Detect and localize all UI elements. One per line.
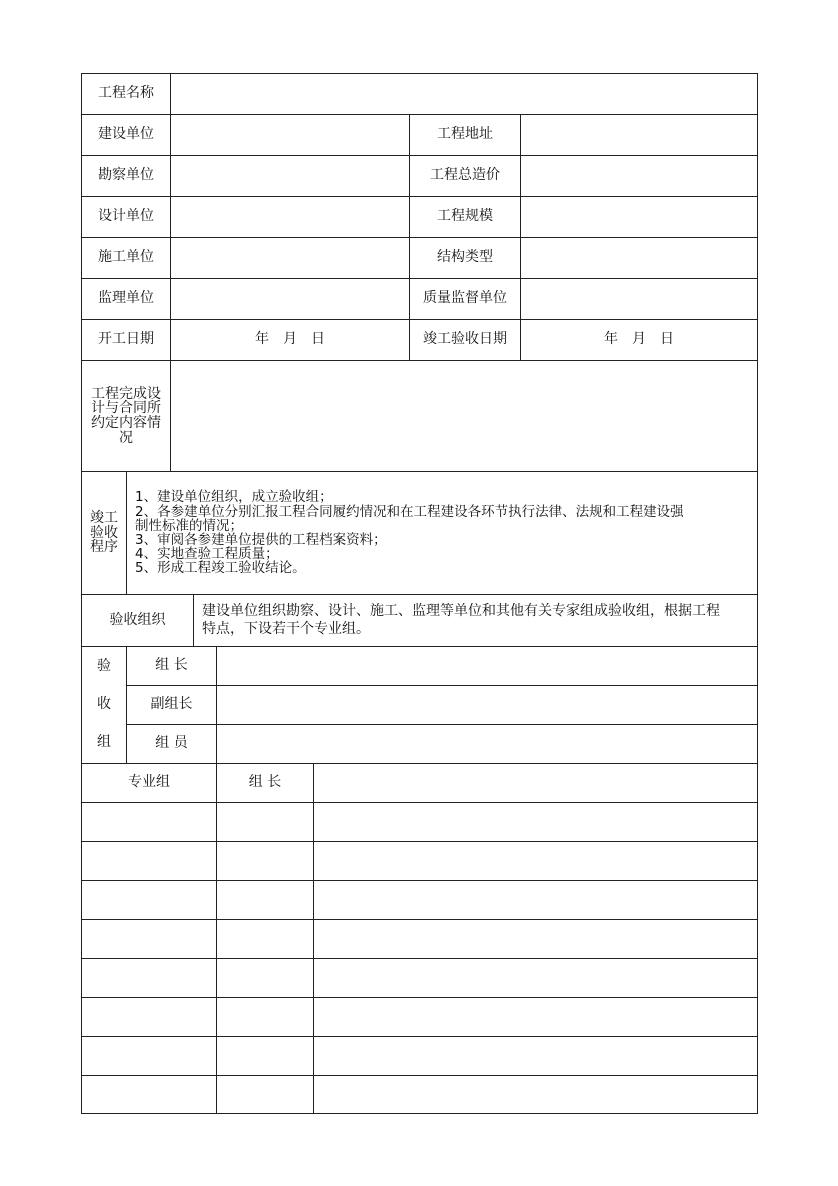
procedure-step: 5、形成工程竣工验收结论。 (135, 560, 306, 577)
design-field[interactable] (170, 196, 410, 238)
builder-label (81, 114, 171, 156)
specialist-leader-cell[interactable] (216, 1075, 314, 1114)
specialist-leader-cell[interactable] (216, 958, 314, 998)
organization-label-text: 验收组织 (109, 611, 166, 628)
total-cost-label (409, 155, 521, 197)
specialist-group-cell[interactable] (81, 1036, 217, 1076)
builder-label-text: 建设单位 (98, 126, 154, 143)
total-cost-label-text: 工程总造价 (430, 167, 500, 184)
start-date-field-text: 年 月 日 (255, 331, 325, 348)
address-label-text: 工程地址 (437, 126, 493, 143)
specialist-group-cell[interactable] (81, 880, 217, 920)
project-name-label-text: 工程名称 (98, 85, 154, 102)
address-field[interactable] (520, 114, 758, 156)
acceptance-group-char: 收 (97, 696, 111, 713)
project-name-field[interactable] (170, 73, 758, 115)
specialist-group-cell[interactable] (81, 802, 217, 842)
specialist-notes-cell[interactable] (313, 1036, 758, 1076)
specialist-group-header (81, 763, 217, 803)
group-deputy-field[interactable] (216, 685, 758, 725)
group-member-field[interactable] (216, 724, 758, 764)
specialist-notes-cell[interactable] (313, 880, 758, 920)
completion-field[interactable] (170, 360, 758, 472)
procedure-step: 1、建设单位组织，成立验收组； (135, 489, 333, 506)
specialist-group-cell[interactable] (81, 841, 217, 881)
quality-field[interactable] (520, 278, 758, 320)
group-member-label (126, 724, 217, 764)
specialist-leader-cell[interactable] (216, 997, 314, 1037)
specialist-leader-cell[interactable] (216, 1036, 314, 1076)
specialist-notes-header[interactable] (313, 763, 758, 803)
specialist-group-cell[interactable] (81, 997, 217, 1037)
survey-field[interactable] (170, 155, 410, 197)
supervision-label (81, 278, 171, 320)
procedure-label-text: 竣工验收程序 (90, 509, 118, 556)
builder-field[interactable] (170, 114, 410, 156)
group-leader-label (126, 646, 217, 686)
design-label-text: 设计单位 (98, 208, 154, 225)
specialist-group-cell[interactable] (81, 958, 217, 998)
acceptance-date-label (409, 319, 521, 361)
specialist-leader-header-text: 组 长 (248, 774, 282, 791)
acceptance-group-char: 验 (97, 658, 111, 675)
specialist-leader-cell[interactable] (216, 802, 314, 842)
quality-label (409, 278, 521, 320)
start-date-label (81, 319, 171, 361)
group-deputy-label-text: 副组长 (150, 696, 193, 713)
group-leader-field[interactable] (216, 646, 758, 686)
specialist-notes-cell[interactable] (313, 958, 758, 998)
project-name-label (81, 73, 171, 115)
specialist-group-cell[interactable] (81, 1075, 217, 1114)
group-deputy-label (126, 685, 217, 725)
specialist-notes-cell[interactable] (313, 1075, 758, 1114)
quality-label-text: 质量监督单位 (423, 290, 507, 307)
specialist-leader-header (216, 763, 314, 803)
procedure-label (81, 471, 127, 595)
specialist-notes-cell[interactable] (313, 802, 758, 842)
survey-label (81, 155, 171, 197)
construction-label-text: 施工单位 (98, 249, 154, 266)
structure-field[interactable] (520, 237, 758, 279)
completion-label-text: 工程完成设计与合同所约定内容情况 (91, 385, 161, 446)
procedure-step: 4、实地查验工程质量； (135, 546, 279, 563)
completion-label (81, 360, 171, 472)
specialist-notes-cell[interactable] (313, 919, 758, 959)
specialist-leader-cell[interactable] (216, 919, 314, 959)
organization-label (81, 594, 194, 647)
procedure-step: 3、审阅各参建单位提供的工程档案资料； (135, 532, 387, 548)
specialist-notes-cell[interactable] (313, 997, 758, 1037)
specialist-leader-cell[interactable] (216, 841, 314, 881)
address-label (409, 114, 521, 156)
group-leader-label-text: 组 长 (155, 657, 188, 674)
organization-text-text: 建设单位组织勘察、设计、施工、监理等单位和其他有关专家组成验收组，根据工程特点，下设若干个专业组。 (202, 603, 720, 637)
scale-label (409, 196, 521, 238)
total-cost-field[interactable] (520, 155, 758, 197)
procedure-steps (126, 471, 758, 595)
design-label (81, 196, 171, 238)
start-date-label-text: 开工日期 (98, 331, 154, 348)
structure-label (409, 237, 521, 279)
scale-label-text: 工程规模 (437, 208, 493, 225)
structure-label-text: 结构类型 (437, 249, 493, 266)
specialist-group-header-text: 专业组 (128, 774, 170, 791)
acceptance-date-label-text: 竣工验收日期 (423, 331, 507, 348)
supervision-label-text: 监理单位 (98, 290, 154, 307)
construction-field[interactable] (170, 237, 410, 279)
start-date-field[interactable] (170, 319, 410, 361)
acceptance-group-char: 组 (97, 733, 111, 750)
scale-field[interactable] (520, 196, 758, 238)
organization-text (193, 594, 758, 647)
specialist-leader-cell[interactable] (216, 880, 314, 920)
acceptance-group-label (81, 646, 127, 764)
survey-label-text: 勘察单位 (98, 167, 154, 184)
specialist-notes-cell[interactable] (313, 841, 758, 881)
acceptance-date-field-text: 年 月 日 (604, 331, 674, 348)
construction-label (81, 237, 171, 279)
supervision-field[interactable] (170, 278, 410, 320)
procedure-step: 2、各参建单位分别汇报工程合同履约情况和在工程建设各环节执行法律、法规和工程建设强制性标准的情况； (135, 503, 684, 534)
group-member-label-text: 组 员 (155, 735, 188, 752)
specialist-group-cell[interactable] (81, 919, 217, 959)
acceptance-date-field[interactable] (520, 319, 758, 361)
